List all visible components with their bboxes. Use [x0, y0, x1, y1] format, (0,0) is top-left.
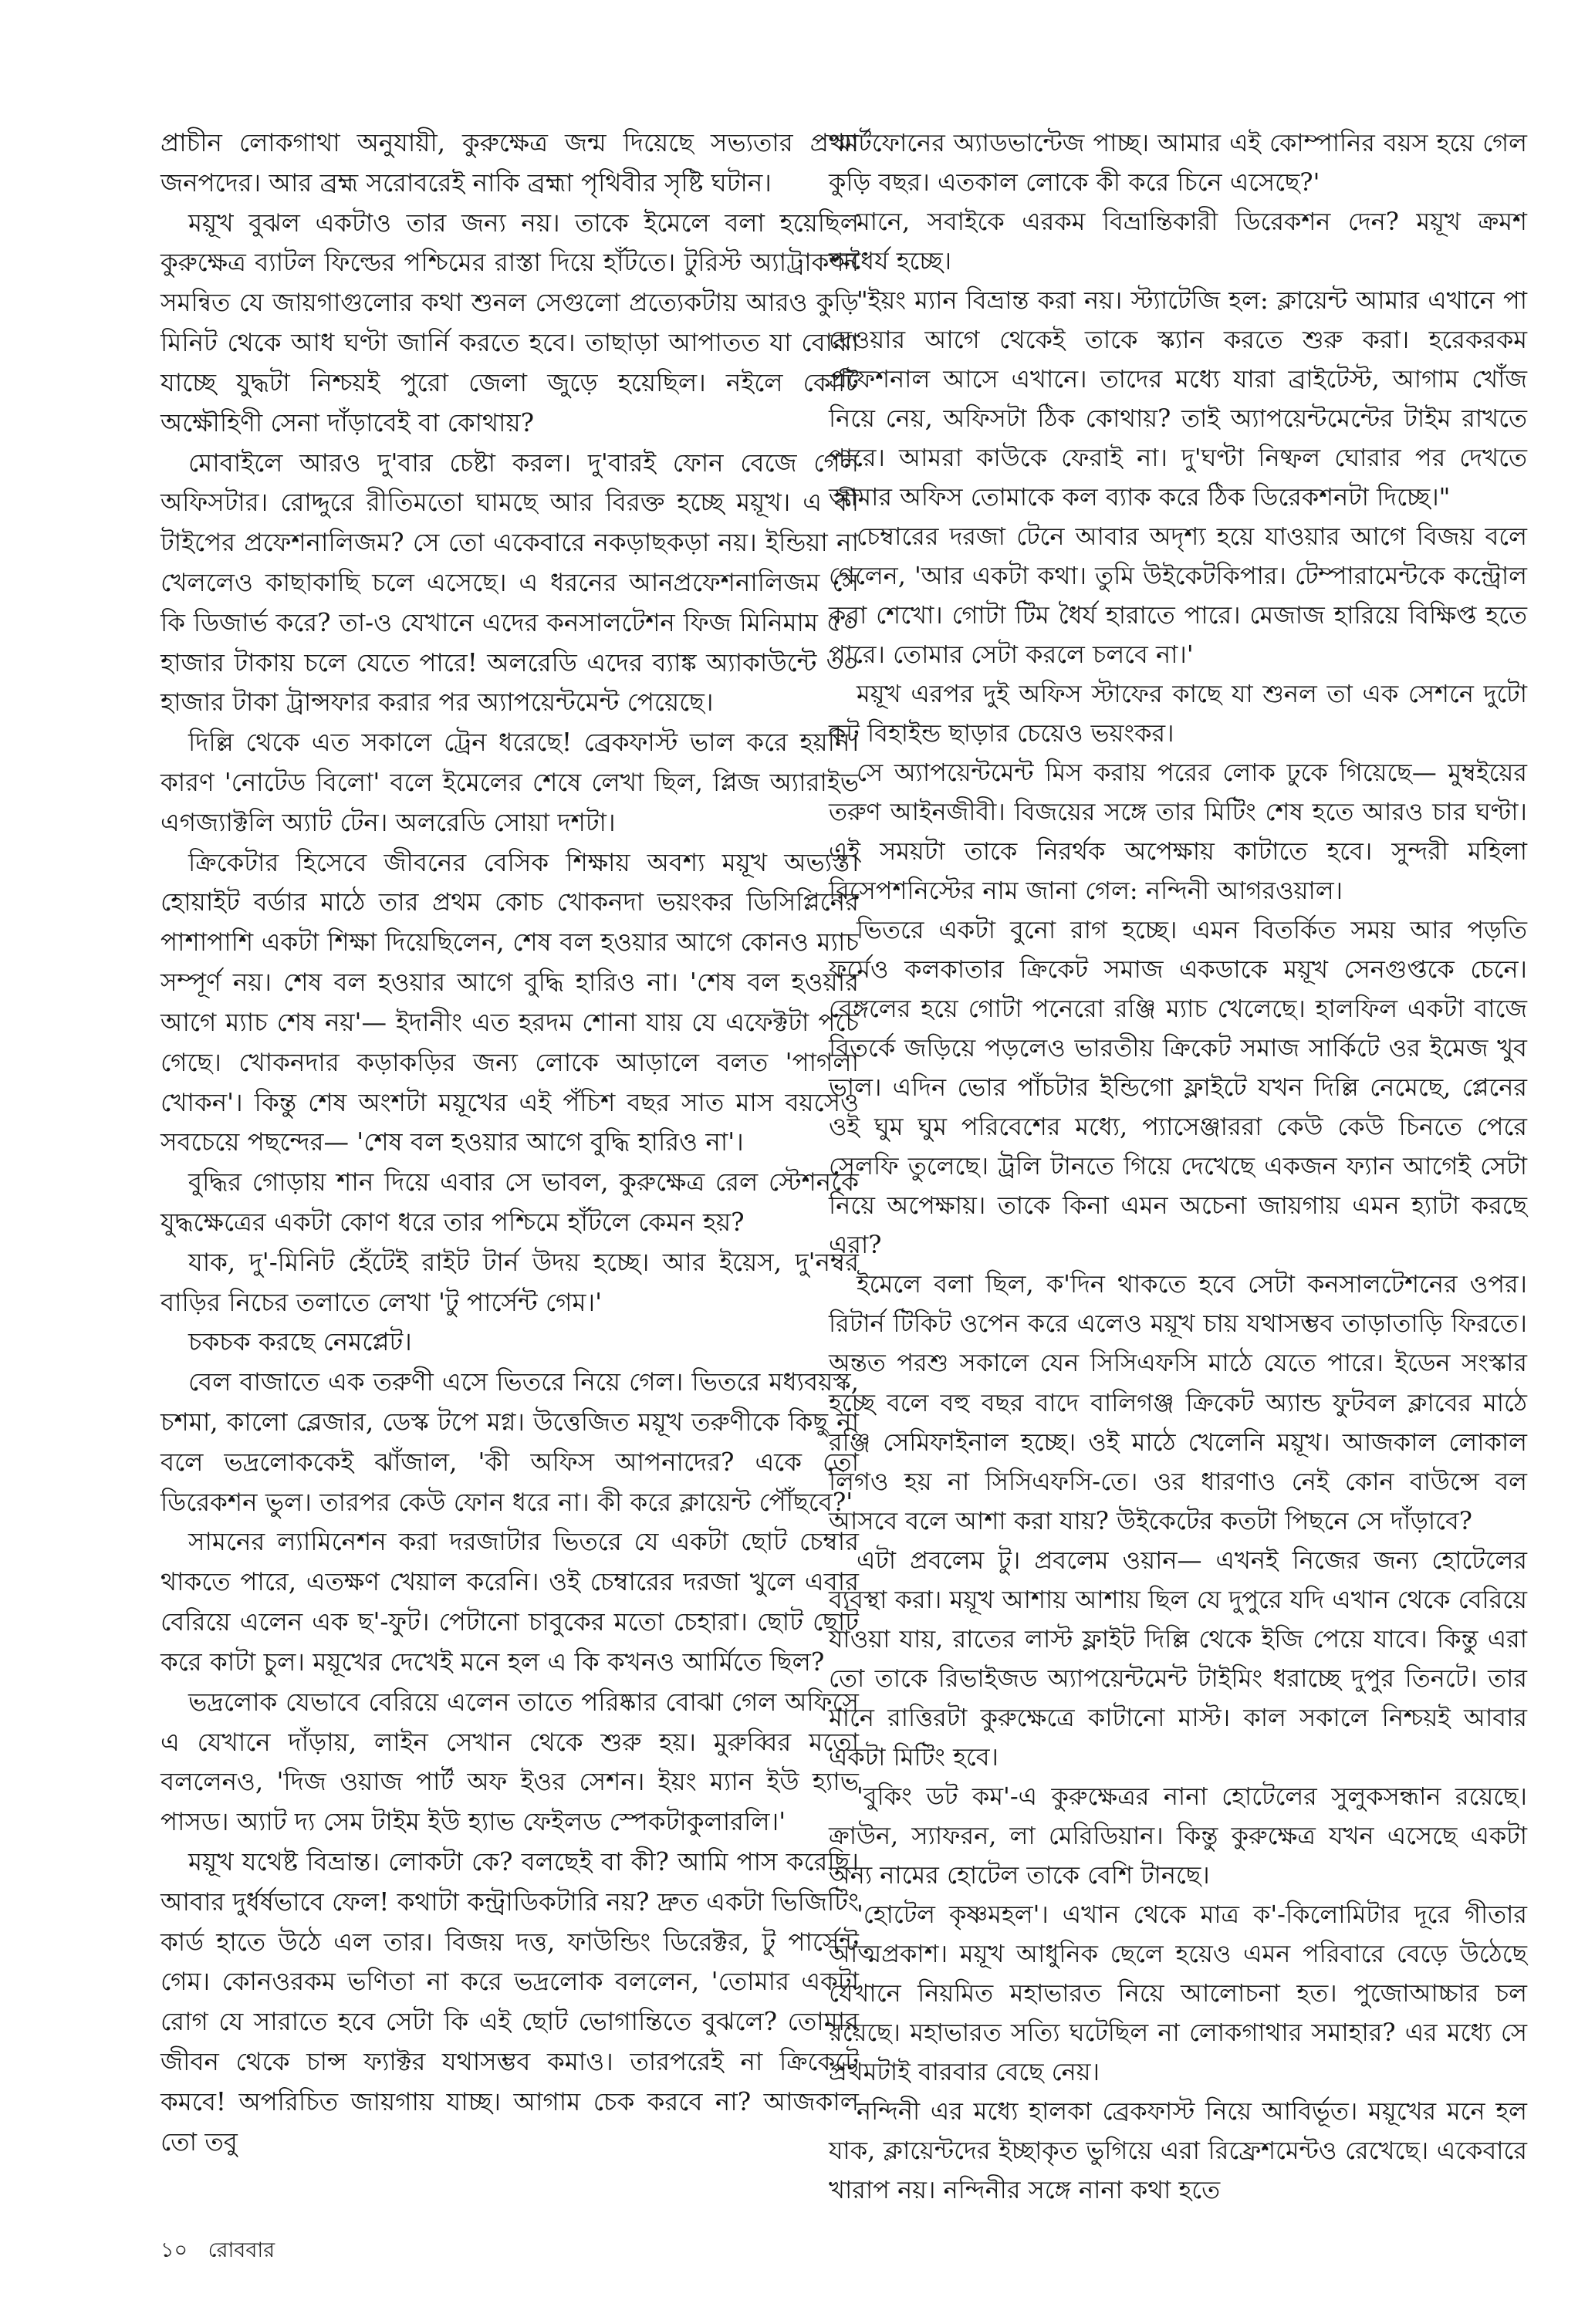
paragraph: বুদ্ধির গোড়ায় শান দিয়ে এবার সে ভাবল, কুরুক্ষেত্র রেল স্টেশনকে যুদ্ধক্ষেত্রের একটা কোণ ধরে তার পশ্চিমে হাঁটলে কেমন হয়?	[161, 1167, 859, 1237]
paragraph: সে অ্যাপয়েন্টমেন্ট মিস করায় পরের লোক ঢুকে গিয়েছে— মুম্বইয়ের তরুণ আইনজীবী। বিজয়ের সঙ্গে তার মিটিং শেষ হতে আরও চার ঘণ্টা। এই সময়টা তাকে নিরর্থক অপেক্ষায় কাটাতে হবে। সুন্দরী মহিলা রিসেপশনিস্টের নাম জানা গেল: নন্দিনী আগরওয়াল।	[829, 758, 1527, 906]
paragraph: বেল বাজাতে এক তরুণী এসে ভিতরে নিয়ে গেল। ভিতরে মধ্যবয়স্ক, চশমা, কালো ব্লেজার, ডেস্ক টপে মগ্ন। উত্তেজিত ময়ূখ তরুণীকে কিছু না বলে ভদ্রলোককেই ঝাঁজাল, 'কী অফিস আপনাদের? একে তো ডিরেকশন ভুল। তারপর কেউ ফোন ধরে না। কী করে ক্লায়েন্ট পৌঁছবে?'	[161, 1367, 859, 1517]
paragraph: "ইয়ং ম্যান বিভ্রান্ত করা নয়। স্ট্যাটেজি হল: ক্লায়েন্ট আমার এখানে পা দেওয়ার আগে থেকেই তাকে স্ক্যান করতে শুরু করা। হরেকরকম প্রফেশনাল আসে এখানে। তাদের মধ্যে যারা ব্রাইটেস্ট, আগাম খোঁজ নিয়ে নেয়, অফিসটা ঠিক কোথায়? তাই অ্যাপয়েন্টমেন্টের টাইম রাখতে পারে। আমরা কাউকে ফেরাই না। দু'ঘণ্টা নিষ্ফল ঘোরার পর দেখতে আমার অফিস তোমাকে কল ব্যাক করে ঠিক ডিরেকশনটা দিচ্ছে।"	[829, 285, 1527, 512]
paragraph: মানে, সবাইকে এরকম বিভ্রান্তিকারী ডিরেকশন দেন? ময়ূখ ক্রমশ অধৈর্য হচ্ছে।	[829, 207, 1527, 276]
paragraph: চকচক করছে নেমপ্লেট।	[188, 1327, 412, 1357]
paragraph: স্মার্টফোনের অ্যাডভান্টেজ পাচ্ছ। আমার এই কোম্পানির বয়স হয়ে গেল কুড়ি বছর। এতকাল লোকে কী করে চিনে এসেছে?'	[829, 128, 1527, 198]
paragraph: 'বুকিং ডট কম'-এ কুরুক্ষেত্রর নানা হোটেলের সুলুকসন্ধান রয়েছে। ক্রাউন, স্যাফরন, লা মেরিডিয়ান। কিন্তু কুরুক্ষেত্র যখন এসেছে একটা অন্য নামের হোটেল তাকে বেশি টানছে।	[829, 1781, 1527, 1890]
paragraph: যাক, দু'-মিনিট হেঁটেই রাইট টার্ন উদয় হচ্ছে। আর ইয়েস, দু'নম্বর বাড়ির নিচের তলাতে লেখা 'টু পার্সেন্ট গেম।'	[161, 1247, 859, 1317]
paragraph: ভদ্রলোক যেভাবে বেরিয়ে এলেন তাতে পরিষ্কার বোঝা গেল অফিসে এ যেখানে দাঁড়ায়, লাইন সেখান থেকে শুরু হয়। মুরুব্বির মতো বললেনও, 'দিজ ওয়াজ পার্ট অফ ইওর সেশন। ইয়ং ম্যান ইউ হ্যাভ পাসড। অ্যাট দ্য সেম টাইম ইউ হ্যাভ ফেইলড স্পেকটাকুলারলি।'	[161, 1687, 859, 1837]
paragraph: এটা প্রবলেম টু। প্রবলেম ওয়ান— এখনই নিজের জন্য হোটেলের ব্যবস্থা করা। ময়ূখ আশায় আশায় ছিল যে দুপুরে যদি এখান থেকে বেরিয়ে যাওয়া যায়, রাতের লাস্ট ফ্লাইট দিল্লি থেকে ইজি পেয়ে যাবে। কিন্তু এরা তো তাকে রিভাইজড অ্যাপয়েন্টমেন্ট টাইমিং ধরাচ্ছে দুপুর তিনটে। তার মানে রাত্তিরটা কুরুক্ষেত্রে কাটানো মাস্ট। কাল সকালে নিশ্চয়ই আবার একটা মিটিং হবে।	[829, 1545, 1527, 1772]
paragraph: 'হোটেল কৃষ্ণমহল'। এখান থেকে মাত্র ক'-কিলোমিটার দূরে গীতার আত্মপ্রকাশ। ময়ূখ আধুনিক ছেলে হয়েও এমন পরিবারে বেড়ে উঠেছে যেখানে নিয়মিত মহাভারত নিয়ে আলোচনা হত। পুজোআচ্চার চল রয়েছে। মহাভারত সত্যি ঘটেছিল না লোকগাথার সমাহার? এর মধ্যে সে প্রথমটাই বারবার বেছে নেয়।	[829, 1899, 1527, 2086]
paragraph: দিল্লি থেকে এত সকালে ট্রেন ধরেছে! ব্রেকফাস্ট ভাল করে হয়নি। কারণ 'নোটেড বিলো' বলে ইমেলের শেষে লেখা ছিল, প্লিজ অ্যারাইভ এগজ্যাক্টলি অ্যাট টেন। অলরেডি সোয়া দশটা।	[161, 728, 859, 837]
publication-name: রোববার	[208, 2238, 275, 2262]
paragraph: প্রাচীন লোকগাথা অনুযায়ী, কুরুক্ষেত্র জন্ম দিয়েছে সভ্যতার প্রথম জনপদের। আর ব্রহ্ম সরোবরেই নাকি ব্রহ্মা পৃথিবীর সৃষ্টি ঘটান।	[161, 128, 859, 198]
paragraph: ময়ূখ যথেষ্ট বিভ্রান্ত। লোকটা কে? বলছেই বা কী? আমি পাস করেছি। আবার দুর্ধর্ষভাবে ফেল! কথাটা কন্ট্রাডিকটারি নয়? দ্রুত একটা ভিজিটিং কার্ড হাতে উঠে এল তার। বিজয় দত্ত, ফাউন্ডিং ডিরেক্টর, টু পার্সেন্ট গেম। কোনওরকম ভণিতা না করে ভদ্রলোক বললেন, 'তোমার একটা রোগ যে সারাতে হবে সেটা কি এই ছোট ভোগান্তিতে বুঝলে? তোমার জীবন থেকে চান্স ফ্যাক্টর যথাসম্ভব কমাও। তারপরেই না ক্রিকেটে কমবে! অপরিচিত জায়গায় যাচ্ছ। আগাম চেক করবে না? আজকাল তো তবু	[161, 1846, 859, 2157]
paragraph: ময়ূখ এরপর দুই অফিস স্টাফের কাছে যা শুনল তা এক সেশনে দুটো কট বিহাইন্ড ছাড়ার চেয়েও ভয়ংকর।	[829, 679, 1527, 748]
paragraph: ক্রিকেটার হিসেবে জীবনের বেসিক শিক্ষায় অবশ্য ময়ূখ অভ্যস্ত। হোয়াইট বর্ডার মাঠে তার প্রথম কোচ খোকনদা ভয়ংকর ডিসিপ্লিনের পাশাপাশি একটা শিক্ষা দিয়েছিলেন, শেষ বল হওয়ার আগে কোনও ম্যাচ সম্পূর্ণ নয়। শেষ বল হওয়ার আগে বুদ্ধি হারিও না। 'শেষ বল হওয়ার আগে ম্যাচ শেষ নয়'— ইদানীং এত হরদম শোনা যায় যে এফেক্টটা পচে গেছে। খোকনদার কড়াকড়ির জন্য লোকে আড়ালে বলত 'পাগলা খোকন'। কিন্তু শেষ অংশটা ময়ূখের এই পঁচিশ বছর সাত মাস বয়সেও সবচেয়ে পছন্দের— 'শেষ বল হওয়ার আগে বুদ্ধি হারিও না'।	[161, 847, 859, 1157]
right-column	[829, 123, 1527, 2210]
page-number: ১০	[161, 2238, 188, 2262]
paragraph: ময়ূখ বুঝল একটাও তার জন্য নয়। তাকে ইমেলে বলা হয়েছিল কুরুক্ষেত্র ব্যাটল ফিল্ডের পশ্চিমের রাস্তা দিয়ে হাঁটতে। টুরিস্ট অ্যাট্রাকশন সমন্বিত যে জায়গাগুলোর কথা শুনল সেগুলো প্রত্যেকটায় আরও কুড়ি মিনিট থেকে আধ ঘণ্টা জার্নি করতে হবে। তাছাড়া আপাতত যা বোঝা যাচ্ছে যুদ্ধটা নিশ্চয়ই পুরো জেলা জুড়ে হয়েছিল। নইলে কোটি অক্ষৌহিণী সেনা দাঁড়াবেই বা কোথায়?	[161, 208, 859, 437]
left-column	[161, 123, 859, 2162]
paragraph: মোবাইলে আরও দু'বার চেষ্টা করল। দু'বারই ফোন বেজে গেল অফিসটার। রোদ্দুরে রীতিমতো ঘামছে আর বিরক্ত হচ্ছে ময়ূখ। এ কী টাইপের প্রফেশনালিজম? সে তো একেবারে নকড়াছকড়া নয়। ইন্ডিয়া না খেললেও কাছাকাছি চলে এসেছে। এ ধরনের আনপ্রফেশনালিজম সে কি ডিজার্ভ করে? তা-ও যেখানে এদের কনসালটেশন ফিজ মিনিমাম ৫০ হাজার টাকায় চলে যেতে পারে! অলরেডি এদের ব্যাঙ্ক অ্যাকাউন্টে ৩০ হাজার টাকা ট্রান্সফার করার পর অ্যাপয়েন্টমেন্ট পেয়েছে।	[161, 448, 859, 718]
page-footer	[161, 2238, 289, 2264]
paragraph: ভিতরে একটা বুনো রাগ হচ্ছে। এমন বিতর্কিত সময় আর পড়তি ফর্মেও কলকাতার ক্রিকেট সমাজ একডাকে ময়ূখ সেনগুপ্তকে চেনে। বেঙ্গলের হয়ে গোটা পনেরো রঞ্জি ম্যাচ খেলেছে। হালফিল একটা বাজে বিতর্কে জড়িয়ে পড়লেও ভারতীয় ক্রিকেট সমাজ সার্কিটে ওর ইমেজ খুব ভাল। এদিন ভোর পাঁচটার ইন্ডিগো ফ্লাইটে যখন দিল্লি নেমেছে, প্লেনের ওই ঘুম ঘুম পরিবেশের মধ্যে, প্যাসেঞ্জাররা কেউ কেউ চিনতে পেরে সেলফি তুলেছে। ট্রলি টানতে গিয়ে দেখেছে একজন ফ্যান আগেই সেটা নিয়ে অপেক্ষায়। তাকে কিনা এমন অচেনা জায়গায় এমন হ্যাটা করছে এরা?	[829, 915, 1527, 1260]
paragraph: নন্দিনী এর মধ্যে হালকা ব্রেকফাস্ট নিয়ে আবির্ভূত। ময়ূখের মনে হল যাক, ক্লায়েন্টদের ইচ্ছাকৃত ভুগিয়ে এরা রিফ্রেশমেন্টও রেখেছে। একেবারে খারাপ নয়। নন্দিনীর সঙ্গে নানা কথা হতে	[829, 2096, 1527, 2204]
paragraph: সামনের ল্যামিনেশন করা দরজাটার ভিতরে যে একটা ছোট চেম্বার থাকতে পারে, এতক্ষণ খেয়াল করেনি। ওই চেম্বারের দরজা খুলে এবার বেরিয়ে এলেন এক ছ'-ফুট। পেটানো চাবুকের মতো চেহারা। ছোট ছোট করে কাটা চুল। ময়ূখের দেখেই মনে হল এ কি কখনও আর্মিতে ছিল?	[161, 1527, 859, 1677]
paragraph: চেম্বারের দরজা টেনে আবার অদৃশ্য হয়ে যাওয়ার আগে বিজয় বলে গেলেন, 'আর একটা কথা। তুমি উইকেটকিপার। টেম্পারামেন্টকে কন্ট্রোল করা শেখো। গোটা টিম ধৈর্য হারাতে পারে। মেজাজ হারিয়ে বিক্ষিপ্ত হতে পারে। তোমার সেটা করলে চলবে না।'	[829, 522, 1527, 670]
paragraph: ইমেলে বলা ছিল, ক'দিন থাকতে হবে সেটা কনসালটেশনের ওপর। রিটার্ন টিকিট ওপেন করে এলেও ময়ূখ চায় যথাসম্ভব তাড়াতাড়ি ফিরতে। অন্তত পরশু সকালে যেন সিসিএফসি মাঠে যেতে পারে। ইডেন সংস্কার হচ্ছে বলে বহু বছর বাদে বালিগঞ্জ ক্রিকেট অ্যান্ড ফুটবল ক্লাবের মাঠে রঞ্জি সেমিফাইনাল হচ্ছে। ওই মাঠে খেলেনি ময়ূখ। আজকাল লোকাল লিগও হয় না সিসিএফসি-তে। ওর ধারণাও নেই কোন বাউন্সে বল আসবে বলে আশা করা যায়? উইকেটের কতটা পিছনে সে দাঁড়াবে?	[829, 1269, 1527, 1535]
